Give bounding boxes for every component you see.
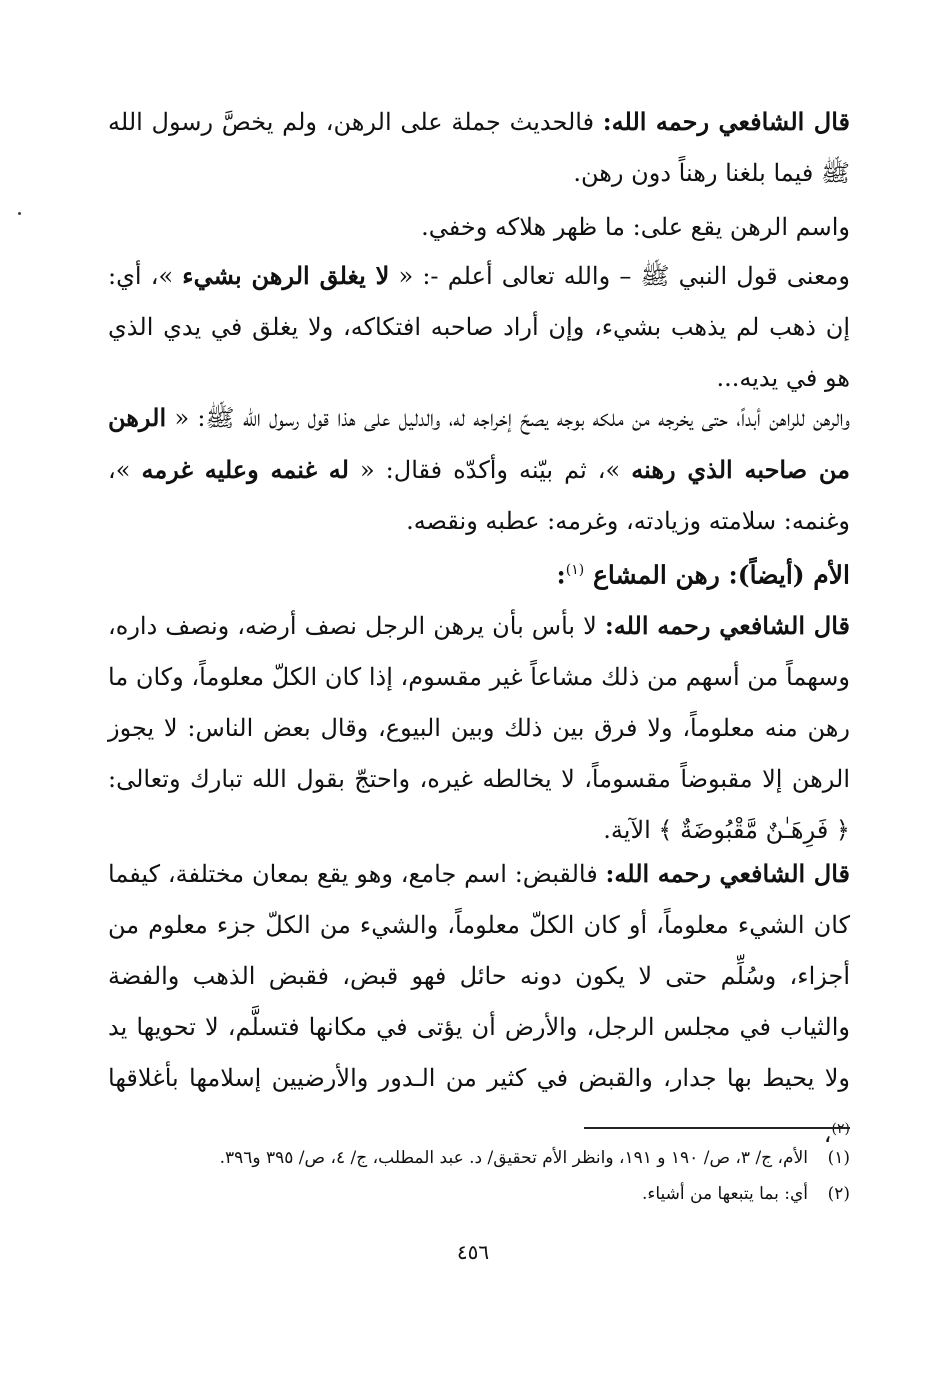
paragraph-4 [108, 392, 850, 547]
paragraph-text: واسم الرهن يقع على: ما ظهر هلاكه وخفي. [421, 213, 850, 241]
paragraph-lead: قال الشافعي رحمه الله: [605, 859, 850, 888]
paragraph-2 [108, 202, 850, 253]
footnotes [108, 1140, 850, 1212]
paragraph-1 [108, 96, 850, 199]
footnote-ref: (١) [565, 562, 585, 578]
hadith-quote: الرهن من صاحبه الذي رهنه [108, 403, 850, 484]
paragraph-body: »، ثم بيّنه وأكدّه فقال: « [348, 456, 632, 484]
footnote-number: (١) [827, 1148, 850, 1168]
paragraph-text [108, 96, 850, 199]
heading-title: الأم (أيضاً): رهن المشاع [592, 560, 850, 590]
page-number: ٤٥٦ [456, 1240, 490, 1264]
paragraph-lead: قال الشافعي رحمه الله: [602, 107, 850, 136]
paragraph-text [108, 392, 850, 547]
paragraph-tail: ، [823, 1120, 832, 1148]
paragraph-body: والرهن للراهن أبداً، حتى يخرجه من ملكه بوجه يصحّ إخراجه له، والدليل على هذا قول رسول الله ﷺ: « [166, 404, 850, 432]
paragraph-lead: قال الشافعي رحمه الله: [604, 611, 850, 640]
hadith-quote: لا يغلق الرهن بشيء [182, 261, 390, 290]
footnote-number: (٢) [827, 1184, 850, 1204]
paragraph-body: لا بأس بأن يرهن الرجل نصف أرضه، ونصف داره، وسهماً من أسهم من ذلك مشاعاً غير مقسوم، إذا كان الكلّ معلوماً، وكان ما رهن منه معلوماً، ولا فرق بين ذلك وبين البيوع، وقال بعض الناس: لا يجوز الرهن إلا مقبوضاً مقسوماً، لا يخالطه غيره، واحتجّ بقول الله تبارك وتعالى: ﴿ فَرِهَـٰنٌ مَّقْبُوضَةٌ ﴾ الآية. [108, 612, 850, 844]
paragraph-text [108, 250, 850, 404]
heading-tail: : [556, 560, 566, 590]
heading-text [108, 548, 850, 597]
paragraph-body: فالحديث جملة على الرهن، ولم يخصَّ رسول الله ﷺ فيما بلغنا رهناً دون رهن. [108, 108, 850, 187]
footnote-item [108, 1176, 850, 1212]
paragraph-text [108, 600, 850, 856]
footnote-separator [584, 1127, 850, 1129]
paragraph-5 [108, 600, 850, 856]
hadith-quote: له غنمه وعليه غرمه [141, 455, 349, 484]
footnote-item [108, 1140, 850, 1176]
footnote-ref: (٢) [831, 1121, 850, 1137]
footnote-text: أي: بما يتبعها من أشياء. [641, 1184, 808, 1204]
paragraph-6 [108, 848, 850, 1160]
paragraph-3 [108, 250, 850, 404]
paragraph-body: »، وغنمه: سلامته وزيادته، وغرمه: عطبه ونقصه. [108, 456, 850, 535]
section-heading [108, 548, 850, 597]
paragraph-body: »، أي: إن ذهب لم يذهب بشيء، وإن أراد صاحبه افتكاكه، ولا يغلق في يدي الذي هو في يديه... [108, 262, 850, 392]
paragraph-body: ومعنى قول النبي ﷺ – والله تعالى أعلم -: « [389, 262, 850, 290]
paragraph-text [108, 848, 850, 1160]
scan-speck [18, 212, 21, 215]
footnote-text: الأم، ج/ ٣، ص/ ١٩٠ و ١٩١، وانظر الأم تحقيق/ د. عبد المطلب، ج/ ٤، ص/ ٣٩٥ و٣٩٦. [219, 1148, 808, 1168]
paragraph-body: فالقبض: اسم جامع، وهو يقع بمعان مختلفة، كيفما كان الشيء معلوماً، أو كان الكلّ معلوماً، والشيء من الكلّ جزء معلوم من أجزاء، وسُلِّم حتى لا يكون دونه حائل فهو قبض، فقبض الذهب والفضة والثياب في مجلس الرجل، والأرض أن يؤتى في مكانها فتسلَّم، لا تحويها يد ولا يحيط بها جدار، والقبض في كثير من الـدور والأرضيين إسلامها بأغلاقها [108, 860, 850, 1092]
